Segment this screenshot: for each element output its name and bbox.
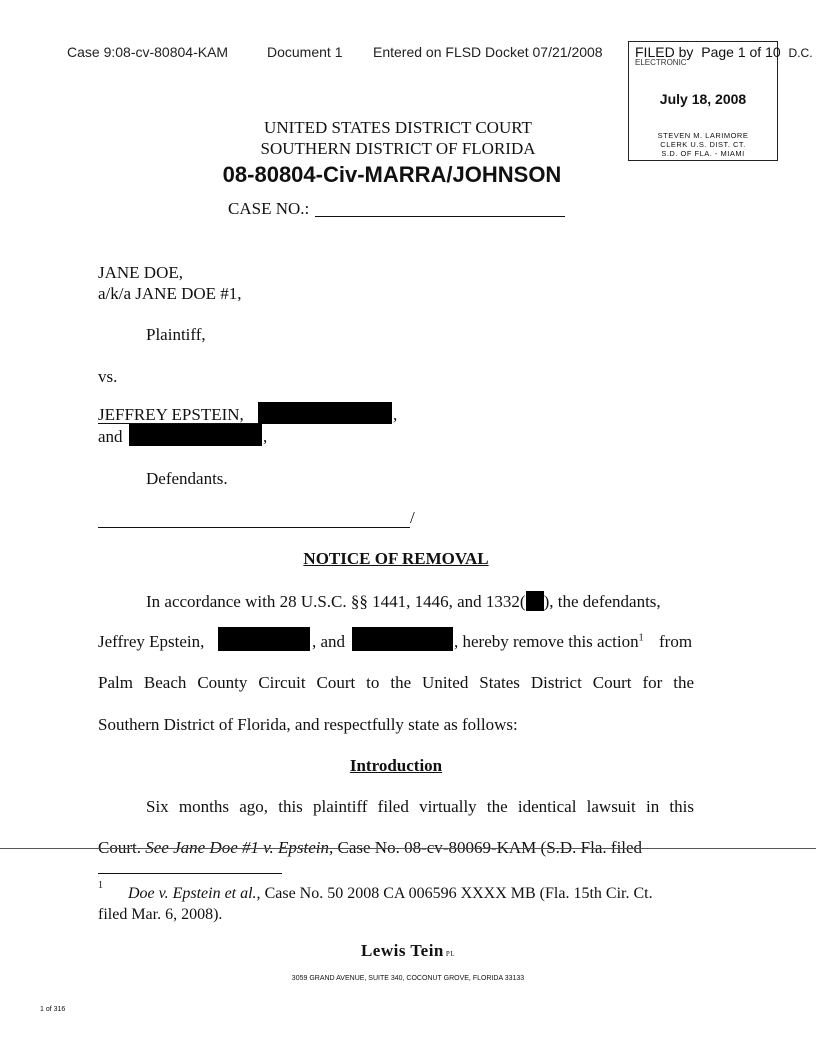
stamp-dc: D.C.	[788, 46, 813, 60]
stamp-clerk-line-2: CLERK U.S. DIST. CT.	[660, 140, 746, 149]
stamp-date: July 18, 2008	[659, 91, 747, 107]
paragraph-line-c	[454, 632, 644, 652]
header-page: Page 1 of 10	[701, 44, 781, 60]
defendant-epstein: JEFFREY EPSTEIN,	[98, 405, 244, 424]
firm-name: Lewis Tein	[360, 941, 444, 960]
versus: vs.	[98, 367, 118, 386]
court-district: SOUTHERN DISTRICT OF FLORIDA	[260, 139, 536, 158]
case-no-label: CASE NO.:	[228, 199, 310, 218]
stamp-filed-by: FILED by	[635, 44, 694, 60]
defendant-comma: ,	[393, 405, 398, 424]
redaction-box	[352, 627, 453, 651]
paragraph-line: Six months ago, this plaintiff filed virtually the identical lawsuit in this	[146, 797, 694, 816]
footnote-case-cite: Doe v. Epstein et al.,	[128, 885, 261, 902]
stamp-clerk-line-1: STEVEN M. LARIMORE	[657, 131, 749, 140]
firm-address: 3059 GRAND AVENUE, SUITE 340, COCONUT GROVE, FLORIDA 33133	[291, 975, 525, 982]
plaintiff-role: Plaintiff,	[146, 325, 206, 344]
stamp-electronic: ELECTRONIC	[635, 58, 687, 67]
firm-logo	[0, 941, 816, 961]
notice-text: ), the defendants,	[543, 592, 661, 611]
stamp-clerk-line-3: S.D. OF FLA. - MIAMI	[661, 149, 745, 158]
introduction-heading: Introduction	[349, 756, 443, 775]
paragraph-line	[146, 591, 661, 612]
paragraph-line: Southern District of Florida, and respectfully state as follows:	[98, 715, 518, 734]
intro-text: Court.	[98, 838, 141, 857]
paragraph-line-d: from	[659, 632, 693, 651]
header-entered: Entered on FLSD Docket 07/21/2008	[373, 44, 603, 60]
redaction-box	[258, 402, 392, 424]
header-document: Document 1	[267, 44, 343, 60]
caption-rule	[98, 527, 410, 528]
intro-text: Case No. 08-cv-80069-KAM (S.D. Fla. filed	[337, 838, 643, 857]
and-comma: ,	[263, 427, 268, 446]
footnote-line: filed Mar. 6, 2008).	[98, 906, 223, 923]
defendants-role: Defendants.	[146, 469, 228, 488]
case-no-blank	[315, 216, 565, 217]
paragraph-line: Palm Beach County Circuit Court to the United States District Court for the	[98, 673, 694, 692]
intro-case-cite: See Jane Doe #1 v. Epstein,	[145, 838, 334, 857]
footnote-marker: 1	[98, 880, 103, 891]
redaction-box	[218, 627, 310, 651]
redaction-box	[129, 424, 262, 446]
footnote-text: Case No. 50 2008 CA 006596 XXXX MB (Fla. 15th Cir. Ct.	[264, 885, 653, 902]
plaintiff-aka: a/k/a JANE DOE #1,	[98, 284, 242, 303]
notice-text: In accordance with 28 U.S.C. §§ 1441, 1446, and 1332(	[146, 592, 526, 611]
strike-line	[0, 848, 816, 849]
filing-stamp	[628, 41, 813, 161]
paragraph-line-a: Jeffrey Epstein,	[98, 632, 205, 651]
redaction-box	[526, 591, 544, 611]
plaintiff-name: JANE DOE,	[98, 263, 183, 282]
notice-title: NOTICE OF REMOVAL	[303, 549, 489, 568]
caption-slash: /	[410, 508, 415, 527]
case-number-stamp: 08-80804-Civ-MARRA/JOHNSON	[222, 162, 562, 187]
header-case-number: Case 9:08-cv-80804-KAM	[67, 44, 229, 60]
court-name: UNITED STATES DISTRICT COURT	[264, 118, 532, 137]
footnote-ref: 1	[638, 632, 644, 644]
footnote-rule	[98, 873, 282, 874]
notice-text: , hereby remove this action	[454, 632, 639, 651]
paragraph-line-b: , and	[312, 632, 346, 651]
firm-suffix: PL	[445, 950, 456, 958]
and-label: and	[98, 427, 123, 446]
page-count: 1 of 316	[40, 1006, 66, 1013]
footnote-line	[128, 885, 653, 903]
